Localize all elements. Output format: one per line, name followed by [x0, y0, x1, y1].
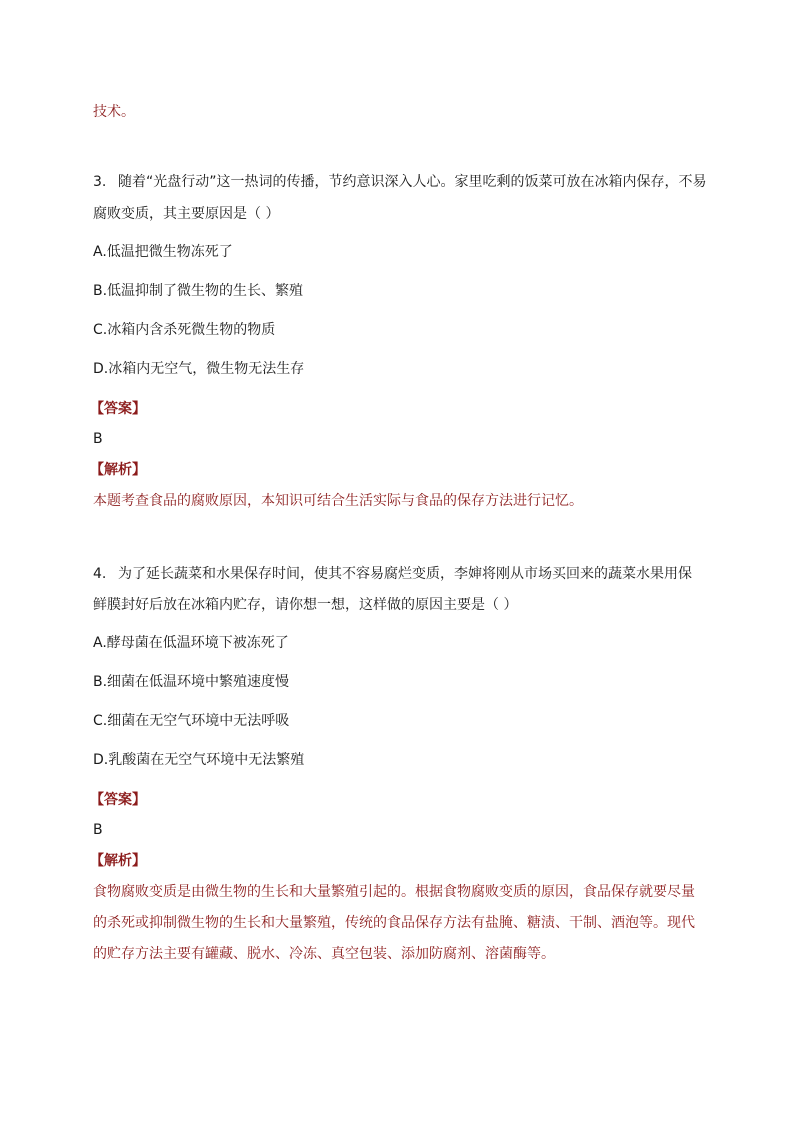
question-stem-line: 鲜膜封好后放在冰箱内贮存，请你想一想，这样做的原因主要是（ ） [93, 597, 518, 613]
analysis-line: 的杀死或抑制微生物的生长和大量繁殖，传统的食品保存方法有盐腌、糖渍、干制、酒泡等。现代 [93, 915, 695, 931]
analysis-text: 本题考查食品的腐败原因，本知识可结合生活实际与食品的保存方法进行记忆。 [93, 493, 583, 509]
analysis-label: 【解析】 [90, 462, 146, 478]
answer-value: B [93, 822, 103, 838]
answer-label: 【答案】 [90, 792, 146, 808]
answer-label: 【答案】 [90, 401, 146, 417]
option-b: B.细菌在低温环境中繁殖速度慢 [93, 674, 290, 690]
option-a: A.酵母菌在低温环境下被冻死了 [93, 635, 289, 651]
option-c: C.冰箱内含杀死微生物的物质 [93, 322, 276, 338]
analysis-line: 的贮存方法主要有罐藏、脱水、冷冻、真空包装、添加防腐剂、溶菌酶等。 [93, 946, 555, 962]
answer-value: B [93, 431, 103, 447]
option-d: D.乳酸菌在无空气环境中无法繁殖 [93, 752, 305, 768]
analysis-line: 食物腐败变质是由微生物的生长和大量繁殖引起的。根据食物腐败变质的原因，食品保存就要尽量 [93, 884, 695, 900]
option-c: C.细菌在无空气环境中无法呼吸 [93, 713, 290, 729]
question-stem-line: 腐败变质，其主要原因是（ ） [93, 206, 280, 222]
analysis-label: 【解析】 [90, 853, 146, 869]
previous-analysis-tail: 技术。 [93, 104, 135, 120]
question-number: 3. [93, 174, 107, 190]
question-number: 4. [93, 566, 107, 582]
option-b: B.低温抑制了微生物的生长、繁殖 [93, 283, 304, 299]
option-a: A.低温把微生物冻死了 [93, 244, 233, 260]
question-stem-line: 为了延长蔬菜和水果保存时间，使其不容易腐烂变质，李婶将刚从市场买回来的蔬菜水果用保 [118, 566, 692, 582]
option-d: D.冰箱内无空气，微生物无法生存 [93, 361, 305, 377]
question-stem-line: 随着“光盘行动”这一热词的传播，节约意识深入人心。家里吃剩的饭菜可放在冰箱内保存，不易 [118, 174, 707, 190]
